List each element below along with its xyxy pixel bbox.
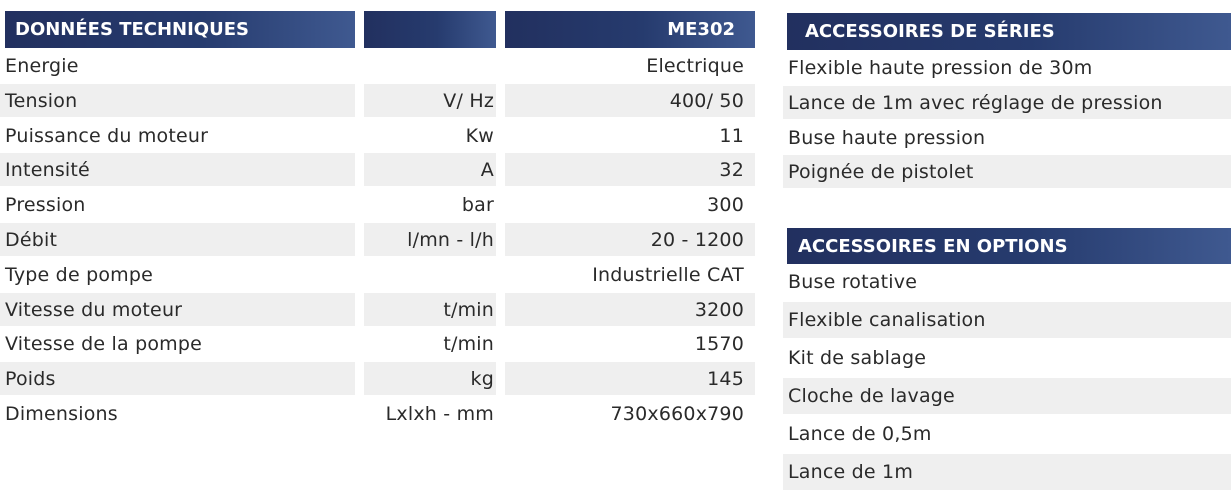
spec-unit: kg — [364, 362, 496, 395]
spec-value: 11 — [719, 124, 744, 147]
series-accessory-item: Lance de 1m avec réglage de pression — [783, 86, 1231, 119]
spec-value: 400/ 50 — [505, 84, 755, 117]
spec-label: Energie — [5, 54, 79, 77]
specs-header-title — [5, 11, 355, 48]
specs-header-model-text: ME302 — [667, 19, 735, 40]
option-accessory-item: Buse rotative — [788, 271, 918, 293]
spec-value: 145 — [505, 362, 755, 395]
option-accessory-item: Cloche de lavage — [783, 378, 1231, 414]
spec-unit: bar — [461, 193, 494, 216]
option-accessory-item: Lance de 0,5m — [788, 423, 932, 445]
spec-unit — [364, 258, 496, 291]
spec-label: Intensité — [0, 153, 355, 186]
spec-value: 730x660x790 — [610, 402, 744, 425]
series-accessories-header — [787, 13, 1231, 50]
specs-header-model — [505, 11, 755, 48]
spec-value: 1570 — [694, 332, 744, 355]
option-accessory-item: Flexible canalisation — [783, 302, 1231, 338]
spec-label: Débit — [0, 223, 355, 256]
spec-value: 32 — [505, 153, 755, 186]
option-accessory-item: Kit de sablage — [788, 347, 927, 369]
spec-unit: t/min — [364, 293, 496, 326]
spec-label: Puissance du moteur — [5, 124, 209, 147]
spec-unit — [364, 49, 496, 82]
spec-label: Dimensions — [5, 402, 118, 425]
option-accessories-title: ACCESSOIRES EN OPTIONS — [798, 235, 1068, 257]
specs-header-unit — [364, 11, 496, 48]
spec-label: Pression — [5, 193, 86, 216]
spec-unit: Lxlxh - mm — [385, 402, 494, 425]
series-accessory-item: Flexible haute pression de 30m — [788, 56, 1093, 79]
spec-unit: V/ Hz — [364, 84, 496, 117]
spec-label: Vitesse de la pompe — [5, 332, 203, 355]
spec-value: 300 — [707, 193, 744, 216]
option-accessory-item: Lance de 1m — [783, 454, 1231, 490]
series-accessory-item: Buse haute pression — [788, 126, 986, 149]
spec-unit: l/mn - l/h — [364, 223, 496, 256]
spec-label: Type de pompe — [5, 263, 154, 286]
spec-unit: t/min — [443, 332, 494, 355]
spec-value: Industrielle CAT — [592, 263, 744, 286]
option-accessories-header — [787, 228, 1231, 264]
series-accessory-item: Poignée de pistolet — [783, 155, 1231, 188]
spec-value: Electrique — [646, 54, 744, 77]
series-accessories-title: ACCESSOIRES DE SÉRIES — [805, 21, 1055, 42]
specs-header-title-text: DONNÉES TECHNIQUES — [15, 19, 249, 40]
spec-label: Tension — [0, 84, 355, 117]
spec-value: 3200 — [505, 293, 755, 326]
spec-unit: A — [364, 153, 496, 186]
spec-label: Vitesse du moteur — [0, 293, 355, 326]
spec-value: 20 - 1200 — [505, 223, 755, 256]
spec-label: Poids — [0, 362, 355, 395]
spec-unit: Kw — [465, 124, 494, 147]
